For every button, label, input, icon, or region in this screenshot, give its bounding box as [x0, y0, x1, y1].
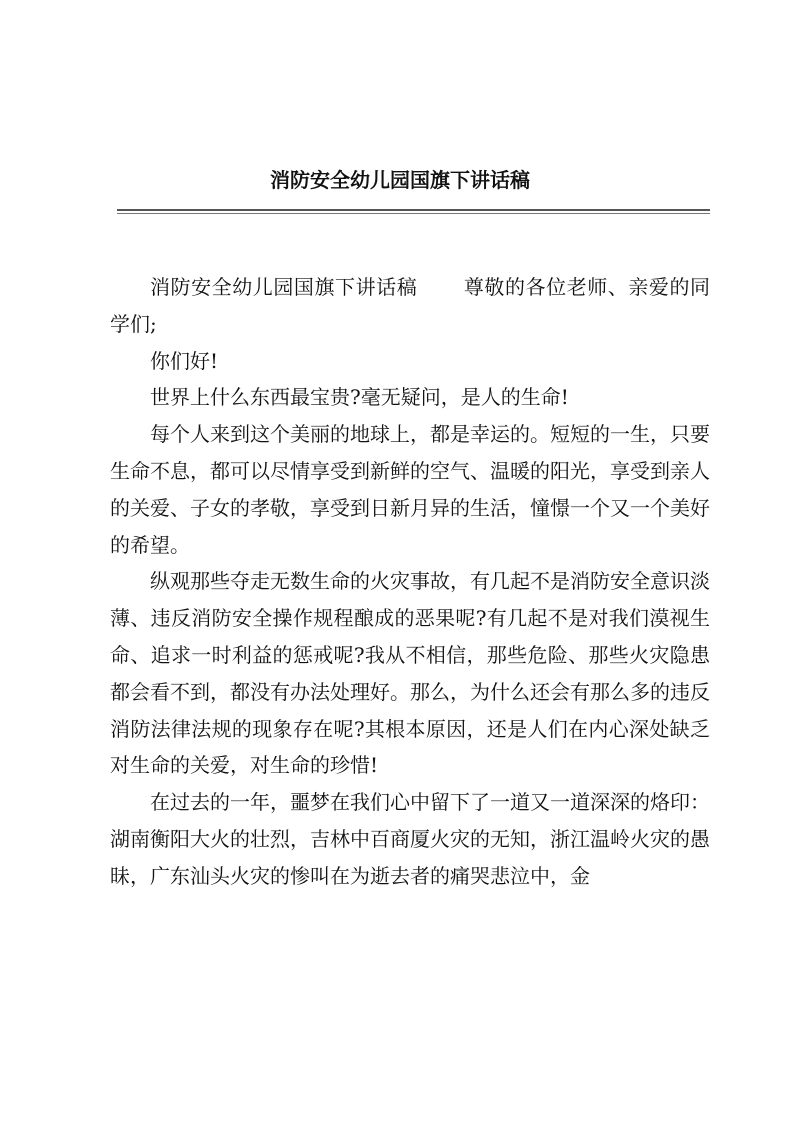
paragraph-past-year: 在过去的一年，噩梦在我们心中留下了一道又一道深深的烙印：湖南衡阳大火的壮烈，吉林中百商厦火灾的无知，浙江温岭火灾的愚昧，广东汕头火灾的惨叫在为逝去者的痛哭悲泣中，金 — [110, 790, 710, 888]
intro-title: 消防安全幼儿园国旗下讲话稿 — [150, 275, 418, 299]
paragraph-question: 世界上什么东西最宝贵?毫无疑问，是人的生命! — [150, 385, 569, 410]
intro-salutation: 尊敬的各位老师、亲爱的同学们; — [110, 275, 711, 336]
paragraph-fire-accidents: 纵观那些夺走无数生命的火灾事故，有几起不是消防安全意识淡薄、违反消防安全操作规程酿成的恶果呢?有几起不是对我们漠视生命、追求一时利益的惩戒呢?我从不相信，那些危险、那些火灾隐患都会看不到，都没有办法处理好。那么，为什么还会有那么多的违反消防法律法规的现象存在呢?其根本原因，还是人们在内心深处缺乏对生命的关爱，对生命的珍惜! — [110, 569, 710, 778]
intro-paragraph — [110, 269, 710, 343]
title-divider-thin — [117, 213, 710, 214]
page-title: 消防安全幼儿园国旗下讲话稿 — [270, 168, 530, 192]
document-body — [110, 269, 710, 895]
paragraph-life: 每个人来到这个美丽的地球上，都是幸运的。短短的一生，只要生命不息，都可以尽情享受到新鲜的空气、温暖的阳光，享受到亲人的关爱、子女的孝敬，享受到日新月异的生活，憧憬一个又一个美好的希望。 — [110, 422, 710, 557]
paragraph-greeting: 你们好! — [150, 348, 219, 373]
title-divider — [117, 209, 710, 211]
